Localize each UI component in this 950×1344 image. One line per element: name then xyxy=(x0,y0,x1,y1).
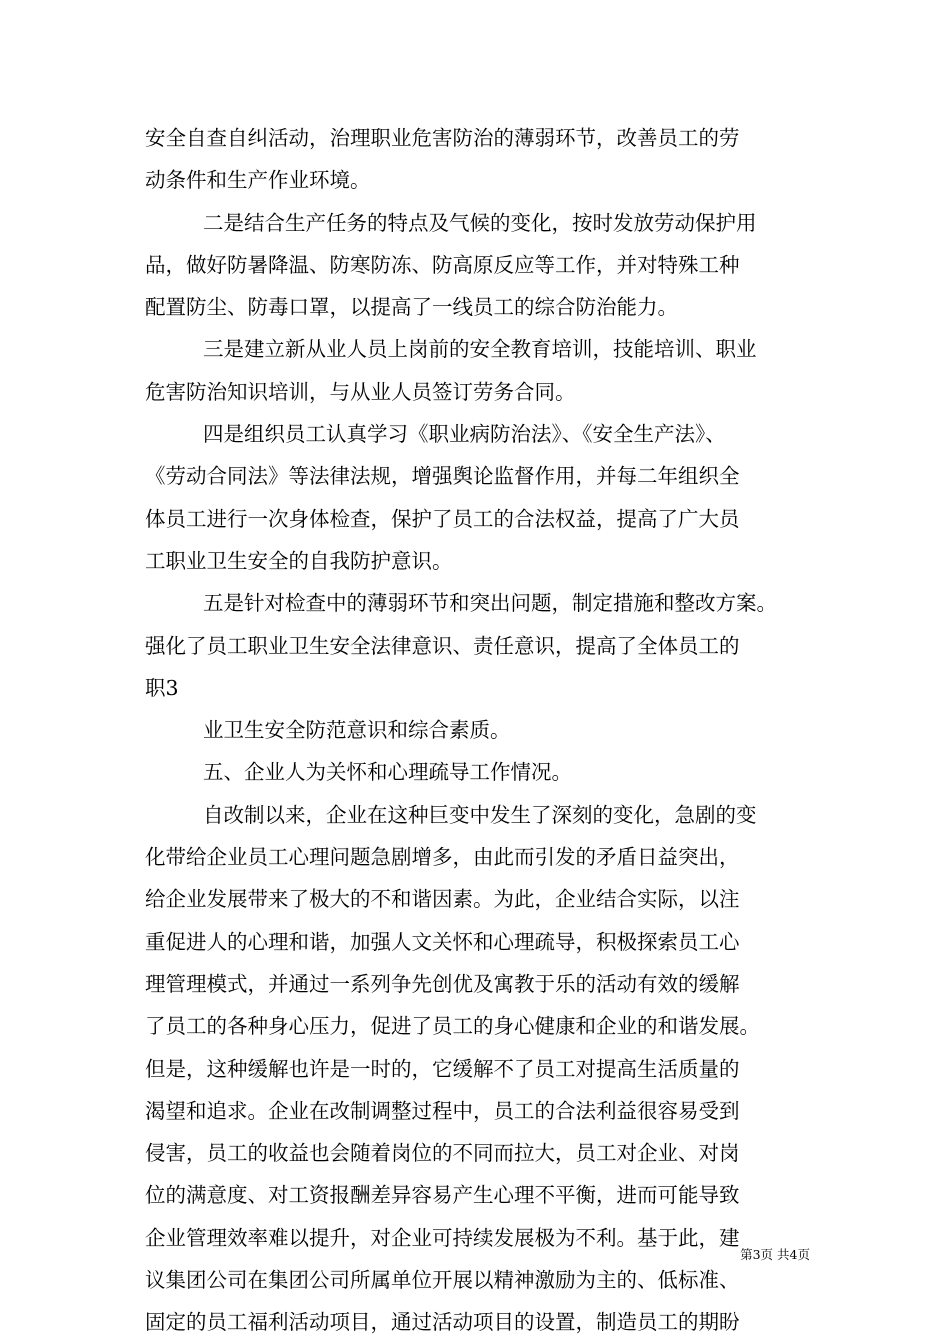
text-line: 给企业发展带来了极大的不和谐因素。为此，企业结合实际，以注 xyxy=(145,887,740,912)
text-line: 危害防治知识培训，与从业人员签订劳务合同。 xyxy=(145,379,576,404)
text-line: 理管理模式，并通过一系列争先创优及寓教于乐的活动有效的缓解 xyxy=(145,971,740,996)
text-line: 企业管理效率难以提升，对企业可持续发展极为不利。基于此，建 xyxy=(145,1225,740,1250)
text-line: 二是结合生产任务的特点及气候的变化，按时发放劳动保护用 xyxy=(203,210,757,235)
text-line: 位的满意度、对工资报酬差异容易产生心理不平衡，进而可能导致 xyxy=(145,1183,740,1208)
text-line: 《劳动合同法》等法律法规，增强舆论监督作用，并每二年组织全 xyxy=(145,464,740,489)
text-line: 五是针对检查中的薄弱环节和突出问题，制定措施和整改方案。 xyxy=(203,591,777,616)
text-line: 职3 xyxy=(145,675,179,700)
text-line: 自改制以来，企业在这种巨变中发生了深刻的变化，急剧的变 xyxy=(203,802,757,827)
text-line: 固定的员工福利活动项目，通过活动项目的设置，制造员工的期盼 xyxy=(145,1310,740,1335)
text-line: 但是，这种缓解也许是一时的，它缓解不了员工对提高生活质量的 xyxy=(145,1056,740,1081)
text-line: 品，做好防暑降温、防寒防冻、防高原反应等工作，并对特殊工种 xyxy=(145,252,740,277)
text-line: 渴望和追求。企业在改制调整过程中，员工的合法利益很容易受到 xyxy=(145,1098,740,1123)
text-line: 体员工进行一次身体检查，保护了员工的合法权益，提高了广大员 xyxy=(145,506,740,531)
text-line: 业卫生安全防范意识和综合素质。 xyxy=(203,718,511,743)
text-line: 四是组织员工认真学习《职业病防治法》、《安全生产法》、 xyxy=(203,422,726,447)
text-line: 配置防尘、防毒口罩，以提高了一线员工的综合防治能力。 xyxy=(145,295,678,320)
text-line: 议集团公司在集团公司所属单位开展以精神激励为主的、低标准、 xyxy=(145,1268,740,1293)
text-line: 强化了员工职业卫生安全法律意识、责任意识，提高了全体员工的 xyxy=(145,633,740,658)
text-line: 三是建立新从业人员上岗前的安全教育培训，技能培训、职业 xyxy=(203,337,757,362)
text-line: 侵害，员工的收益也会随着岗位的不同而拉大，员工对企业、对岗 xyxy=(145,1141,740,1166)
text-line: 重促进人的心理和谐，加强人文关怀和心理疏导，积极探索员工心 xyxy=(145,929,740,954)
text-line: 工职业卫生安全的自我防护意识。 xyxy=(145,548,453,573)
page-number-footer: 第3页 共4页 xyxy=(740,1247,810,1262)
text-line: 五、企业人为关怀和心理疏导工作情况。 xyxy=(203,760,572,785)
document-body xyxy=(145,117,825,1344)
text-line: 了员工的各种身心压力，促进了员工的身心健康和企业的和谐发展。 xyxy=(145,1014,760,1039)
text-line: 安全自查自纠活动，治理职业危害防治的薄弱环节，改善员工的劳 xyxy=(145,126,740,150)
text-line: 动条件和生产作业环境。 xyxy=(145,168,371,193)
text-line: 化带给企业员工心理问题急剧增多，由此而引发的矛盾日益突出， xyxy=(145,845,740,870)
